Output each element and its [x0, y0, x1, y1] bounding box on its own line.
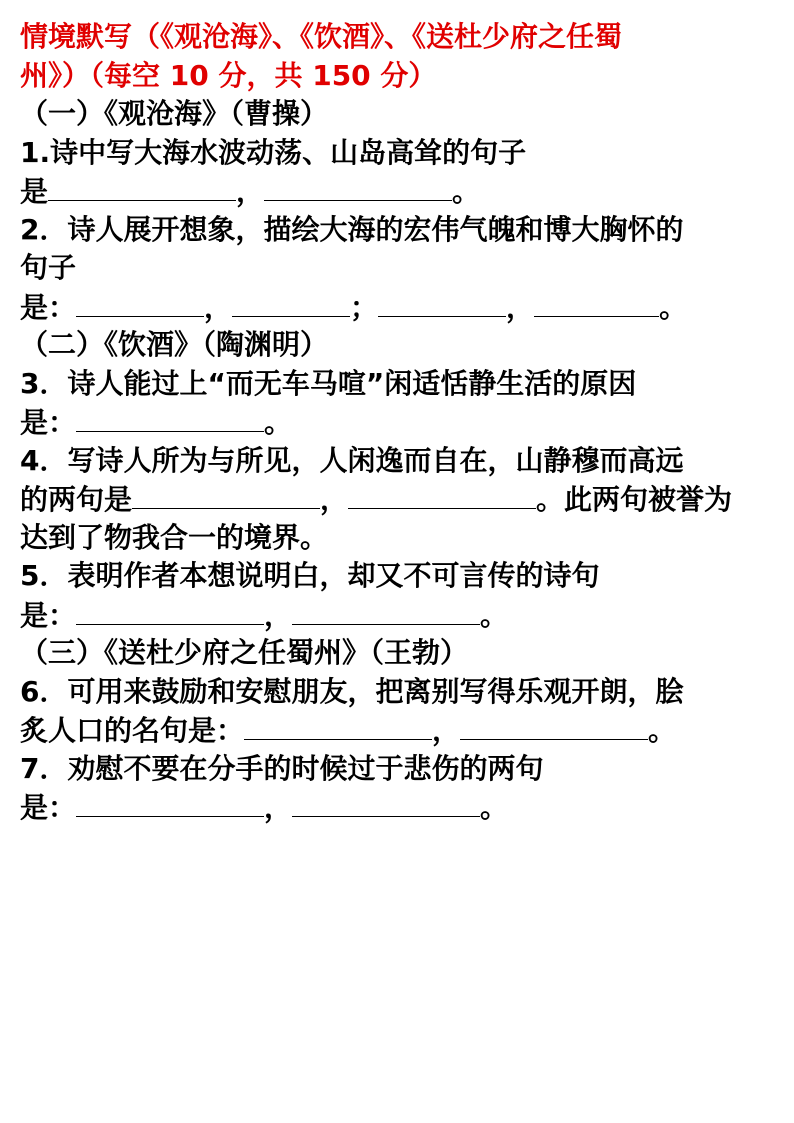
question-2-answer-line — [20, 288, 780, 327]
period: 。 — [648, 714, 677, 747]
question-5-answer-line — [20, 596, 780, 635]
question-6-prefix: 炙人口的名句是： — [20, 714, 245, 747]
question-2-prompt: 2．诗人展开想象，描绘大海的宏伟气魄和博大胸怀的 — [20, 212, 684, 246]
section-heading-guancanghai: （一）《观沧海》（曹操） — [20, 97, 329, 130]
answer-blank[interactable] — [292, 596, 480, 625]
answer-blank[interactable] — [48, 172, 236, 201]
comma: ， — [264, 598, 293, 632]
question-4-answer-line — [20, 480, 780, 519]
worksheet-title-line2: 州》）（每空 10 分，共 150 分） — [20, 58, 437, 92]
section-heading-yinjiu: （二）《饮酒》（陶渊明） — [20, 328, 329, 361]
answer-blank[interactable] — [534, 288, 659, 317]
question-2-prefix: 是： — [20, 290, 77, 324]
answer-blank[interactable] — [132, 480, 320, 509]
answer-blank[interactable] — [460, 711, 648, 740]
question-6-answer-line — [20, 711, 780, 750]
question-4-prompt: 4．写诗人所为与所见，人闲逸而自在，山静穆而高远 — [20, 443, 684, 477]
question-4-prefix: 的两句是 — [20, 483, 133, 516]
question-1-prefix: 是 — [20, 175, 49, 208]
comma: ， — [236, 175, 265, 208]
answer-blank[interactable] — [378, 288, 506, 317]
answer-blank[interactable] — [264, 172, 452, 201]
comma: ， — [506, 290, 535, 324]
comma: ， — [320, 483, 349, 516]
answer-blank[interactable] — [348, 480, 536, 509]
answer-blank[interactable] — [76, 288, 204, 317]
question-7-prefix: 是： — [20, 791, 77, 824]
period: 。 — [659, 290, 688, 324]
question-5-prefix: 是： — [20, 598, 77, 632]
period: 。 — [452, 175, 481, 208]
comma: ， — [432, 714, 461, 747]
answer-blank[interactable] — [244, 711, 432, 740]
section-heading-songdushaofu: （三）《送杜少府之任蜀州》（王勃） — [20, 636, 469, 669]
comma: ， — [264, 791, 293, 824]
answer-blank[interactable] — [292, 788, 480, 817]
question-2-prompt-cont: 句子 — [20, 251, 77, 284]
period: 。 — [264, 406, 293, 439]
semicolon: ； — [350, 290, 379, 324]
comma: ， — [204, 290, 233, 324]
question-4-suffix: 此两句被誉为 — [564, 483, 733, 516]
answer-blank[interactable] — [76, 596, 264, 625]
period: 。 — [480, 791, 509, 824]
question-7-answer-line — [20, 788, 780, 827]
answer-blank[interactable] — [76, 788, 264, 817]
period: 。 — [480, 598, 509, 632]
question-3-answer-line — [20, 403, 780, 442]
question-4-prompt-cont: 达到了物我合一的境界。 — [20, 520, 329, 554]
question-5-prompt: 5．表明作者本想说明白，却又不可言传的诗句 — [20, 559, 600, 592]
worksheet-title-line1: 情境默写（《观沧海》、《饮酒》、《送杜少府之任蜀 — [20, 20, 623, 53]
question-7-prompt: 7．劝慰不要在分手的时候过于悲伤的两句 — [20, 751, 544, 785]
question-3-prompt: 3．诗人能过上“而无车马喧”闲适恬静生活的原因 — [20, 366, 637, 400]
answer-blank[interactable] — [76, 403, 264, 432]
period: 。 — [536, 483, 565, 516]
answer-blank[interactable] — [232, 288, 350, 317]
question-6-prompt: 6．可用来鼓励和安慰朋友，把离别写得乐观开朗，脍 — [20, 674, 684, 708]
question-1-prompt: 1.诗中写大海水波动荡、山岛高耸的句子 — [20, 135, 527, 169]
question-1-answer-line — [20, 172, 780, 211]
question-3-prefix: 是： — [20, 406, 77, 439]
worksheet — [20, 18, 780, 827]
